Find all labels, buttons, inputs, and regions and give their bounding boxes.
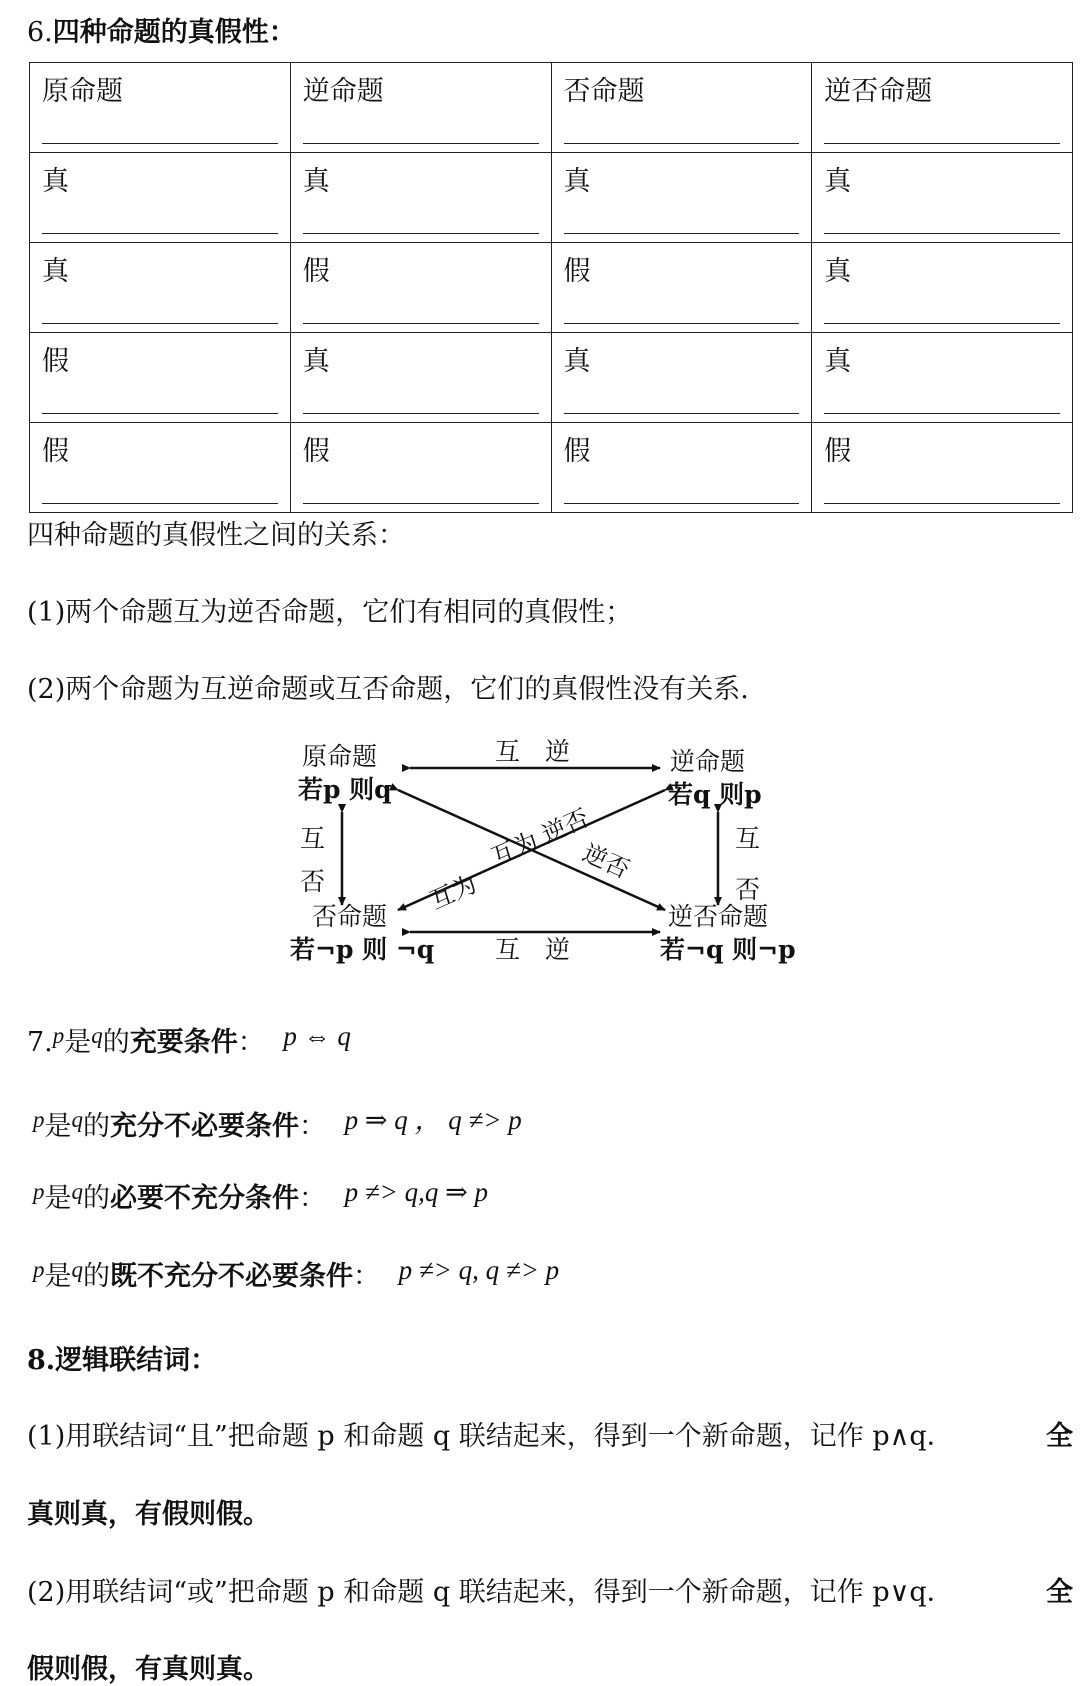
diagonal-label-1: 互为 逆否 [486,803,593,872]
bl-sub: 若¬p 则 ¬q [290,935,435,964]
table-cell: 真 [812,243,1073,333]
section-6-title: 四种命题的真假性： [52,17,296,48]
table-cell: 假 [30,423,291,513]
section-7-line-2: p是q的充分不必要条件： p ⇒ q ， q ≠> p [33,1105,522,1142]
left-edge-label-1: 互 [300,824,326,853]
table-header-row [30,63,1073,153]
tl-title: 原命题 [302,742,378,771]
table-cell: 假 [551,243,812,333]
section-8-item-1-rule: 真则真，有假则假。 [27,1499,270,1530]
section-8-item-1: (1)用联结词“且”把命题 p 和命题 q 联结起来，得到一个新命题，记作 p∧q． 全 [27,1421,1073,1452]
table-cell: 假 [551,423,812,513]
diagonal-label-2: 互为 [425,869,481,916]
section-6-heading [27,10,296,49]
tr-sub: 若q 则p [668,780,762,809]
br-sub: 若¬q 则¬p [660,935,796,964]
table-header-cell: 原命题 [30,63,291,153]
table-header-cell: 否命题 [551,63,812,153]
table-cell: 真 [290,153,551,243]
section-7-line-1: 7.p是q的充要条件： p ⇔ q [27,1021,351,1058]
table-cell: 真 [551,333,812,423]
right-edge-label-2: 否 [735,875,761,904]
table-cell: 真 [812,333,1073,423]
relation-item-1: (1)两个命题互为逆否命题，它们有相同的真假性； [27,597,633,628]
table-row [30,153,1073,243]
section-7-line-4: p是q的既不充分不必要条件： p ≠> q, q ≠> p [33,1255,560,1292]
top-edge-label: 互 逆 [495,737,571,766]
section-8-heading: 8.逻辑联结词： [27,1345,218,1376]
section-7-line-3: p是q的必要不充分条件： p ≠> q,q ⇒ p [33,1177,489,1214]
table-cell: 假 [290,423,551,513]
table-cell: 假 [30,333,291,423]
four-propositions-diagram [290,735,810,975]
table-cell: 真 [30,243,291,333]
tl-sub: 若p 则q [298,775,392,804]
table-cell: 真 [290,333,551,423]
section-8-item-2: (2)用联结词“或”把命题 p 和命题 q 联结起来，得到一个新命题，记作 p∨q． 全 [27,1577,1073,1608]
section-6-number: 6. [27,17,53,48]
br-title: 逆否命题 [668,902,769,931]
bottom-edge-label: 互 逆 [495,935,571,964]
diagonal-label-3: 逆否 [578,838,634,884]
right-edge-label-1: 互 [735,824,761,853]
tr-title: 逆命题 [670,747,746,776]
table-row [30,333,1073,423]
truth-table [29,62,1073,513]
table-cell: 真 [812,153,1073,243]
section-8-item-2-rule: 假则假，有真则真。 [27,1654,270,1685]
table-cell: 真 [551,153,812,243]
relation-intro: 四种命题的真假性之间的关系： [27,520,405,551]
left-edge-label-2: 否 [300,867,326,896]
table-cell: 假 [290,243,551,333]
table-row [30,243,1073,333]
relation-item-2: (2)两个命题为互逆命题或互否命题，它们的真假性没有关系. [27,674,749,705]
table-header-cell: 逆否命题 [812,63,1073,153]
table-cell: 真 [30,153,291,243]
table-row [30,423,1073,513]
table-cell: 假 [812,423,1073,513]
table-header-cell: 逆命题 [290,63,551,153]
bl-title: 否命题 [312,902,388,931]
